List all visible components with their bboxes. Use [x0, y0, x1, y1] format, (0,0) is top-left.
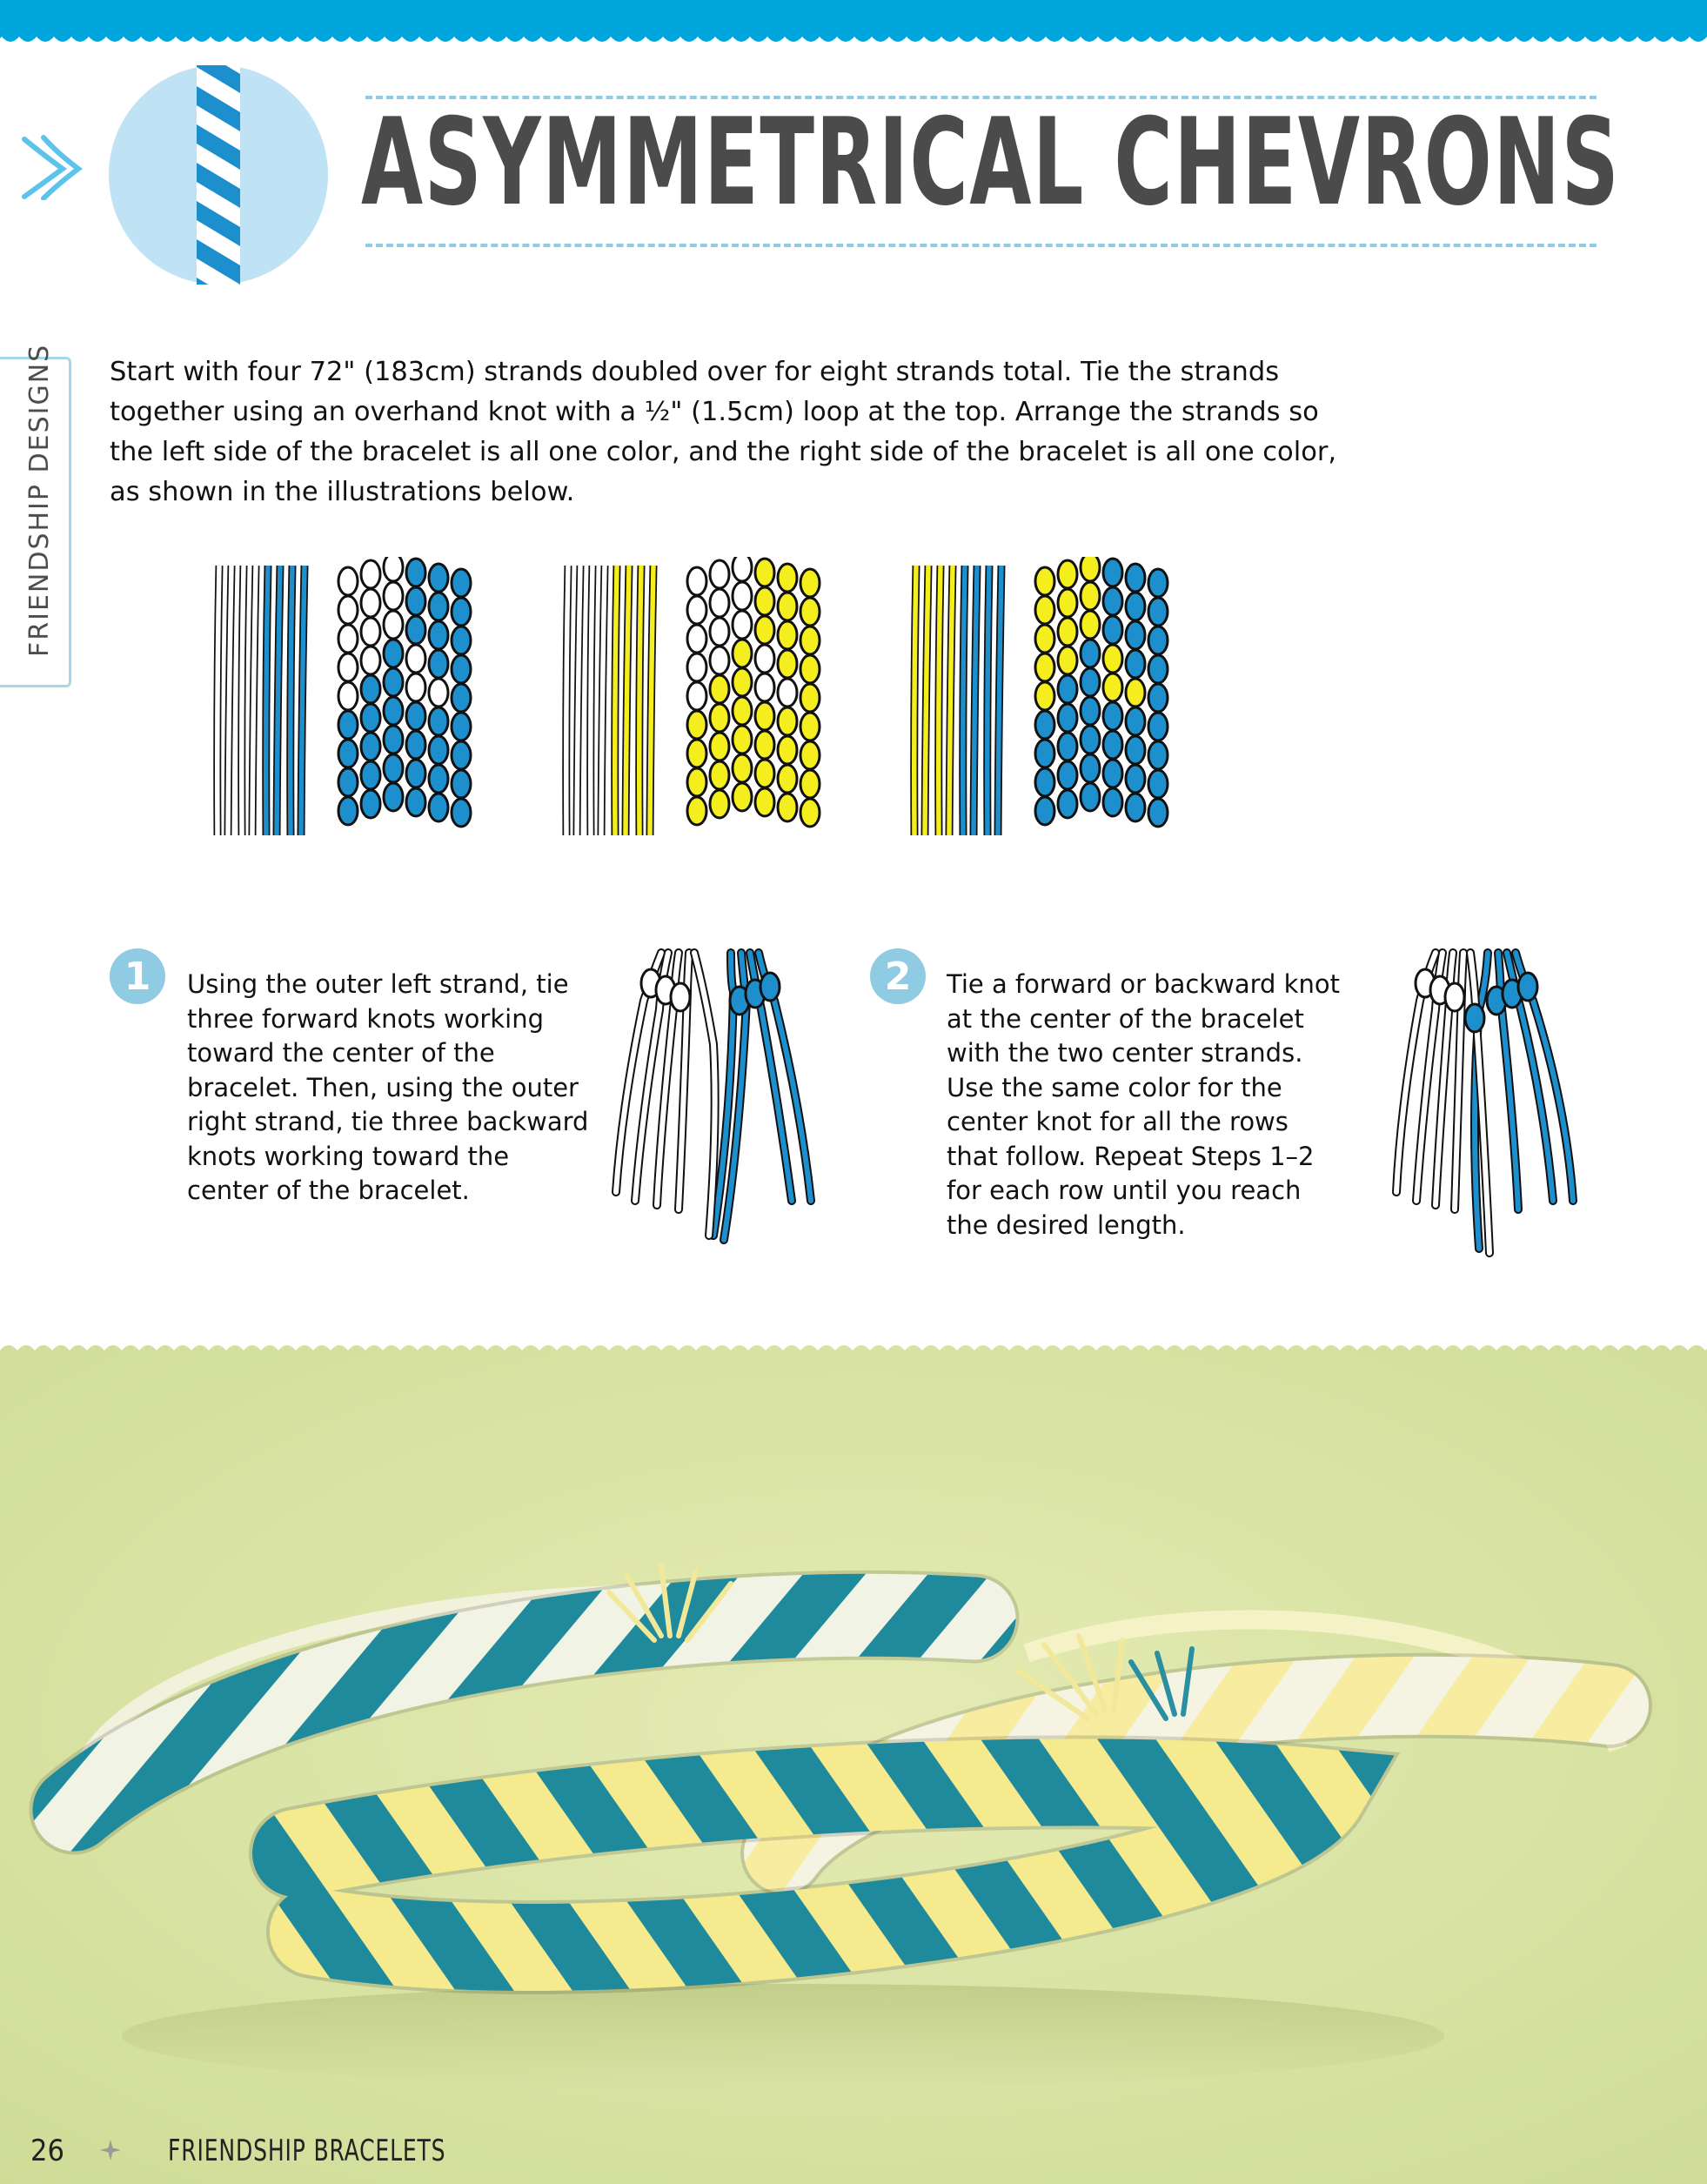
color-combo-illustration: [906, 557, 1184, 853]
color-combo-illustration: [558, 557, 836, 853]
book-title: FRIENDSHIP BRACELETS: [168, 2134, 446, 2168]
step-number-badge: 2: [870, 948, 926, 1004]
bracelet-thumbnail: [109, 65, 328, 285]
page-number: 26: [30, 2134, 64, 2168]
intro-paragraph: Start with four 72" (183cm) strands doubled over for eight strands total. Tie the strands together using an overhand knot with a ½" (1.5cm) loop at the top. Arrange the strands so the left side of the bracelet is all one color, and the right side of the bracelet is all one color, as shown in the illustrations below.: [110, 357, 1337, 507]
step-number-badge: 1: [110, 948, 165, 1004]
knot-diagram: [609, 948, 835, 1262]
color-combo-illustration: [209, 557, 487, 853]
step-instructions: Using the outer left strand, tie three forward knots working toward the center of the bracelet. Then, using the outer right strand, tie three backward knots working toward the center of the bracelet.: [187, 969, 589, 1205]
title-rule-bottom: [365, 244, 1597, 247]
bracelets-photo: [0, 1340, 1707, 2184]
sparkle-icon: [99, 2139, 122, 2161]
page-title: ASYMMETRICAL CHEVRONS: [361, 92, 1621, 232]
side-tab-label: FRIENDSHIP DESIGNS: [24, 343, 55, 657]
knot-diagram: [1392, 948, 1592, 1270]
step-instructions: Tie a forward or backward knot at the center of the bracelet with the two center strands. Use the same color for the center knot for all the rows that follow. Repeat Steps 1–2 for each row until you reach the desired length.: [947, 969, 1340, 1240]
chevron-icon: [17, 131, 87, 200]
top-band: [0, 0, 1707, 52]
